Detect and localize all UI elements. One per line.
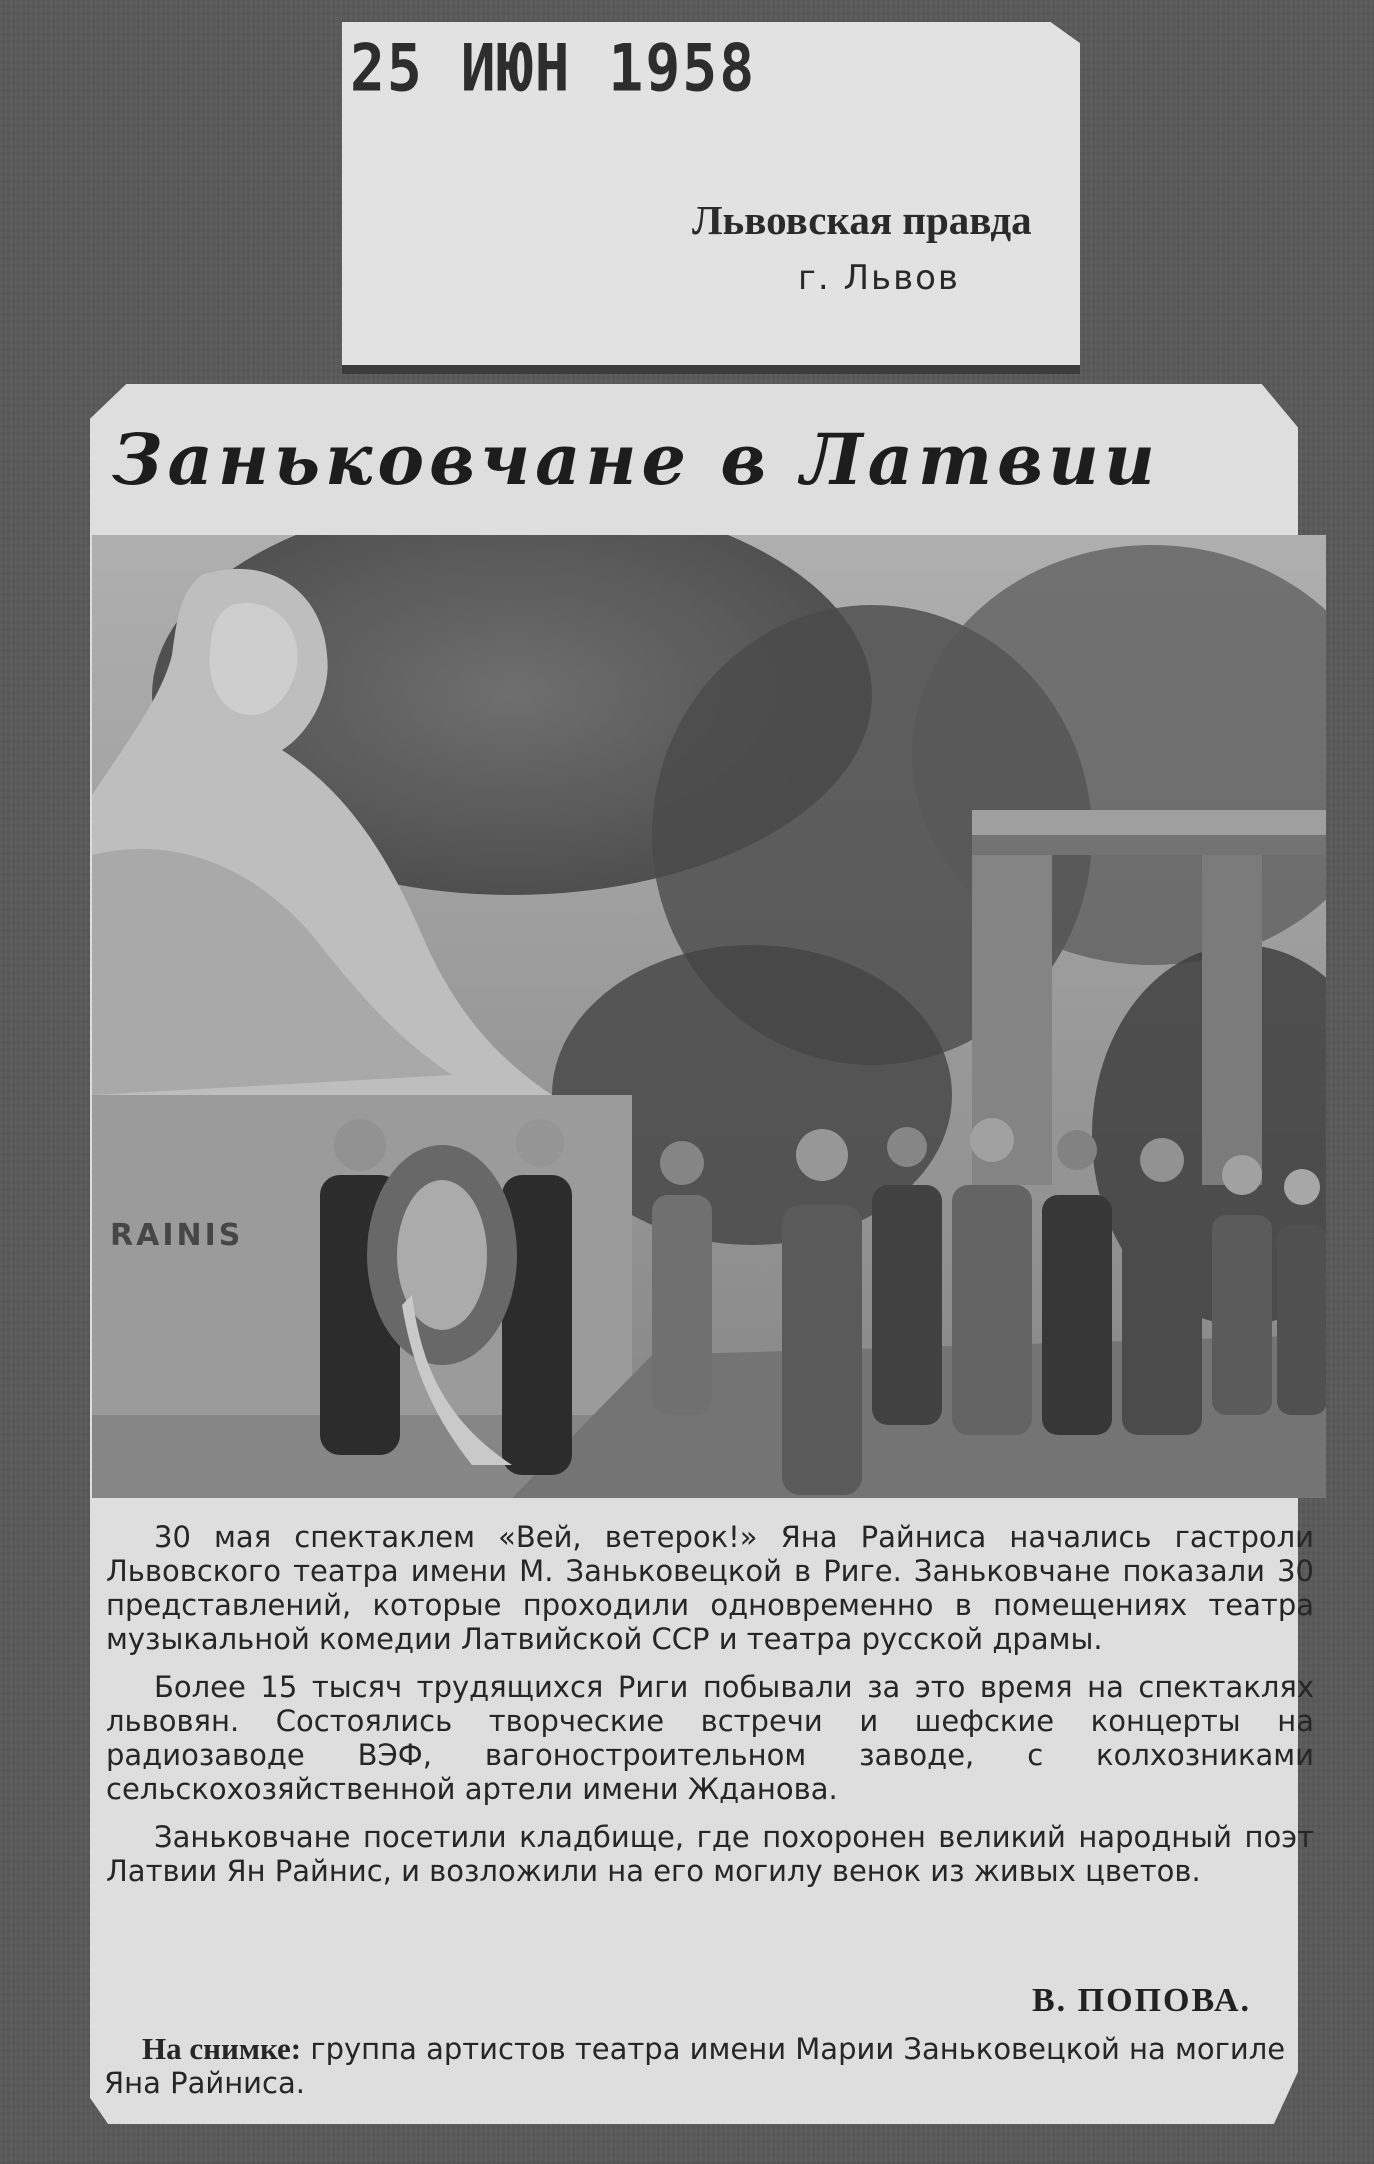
article-photo bbox=[92, 535, 1326, 1498]
caption-label: На снимке: bbox=[142, 2031, 302, 2066]
photo-caption bbox=[104, 2032, 1318, 2100]
article-body bbox=[106, 1520, 1314, 1902]
newspaper-city: г. Львов bbox=[798, 258, 960, 298]
article-paragraph-3: Заньковчане посетили кладбище, где похоронен великий народный поэт Латвии Ян Райнис, и возложили на его могилу венок из живых цветов. bbox=[106, 1820, 1314, 1888]
photo-illustration bbox=[92, 535, 1326, 1498]
article-author: В. ПОПОВА. bbox=[1032, 1982, 1252, 2019]
article-headline: Заньковчане в Латвии bbox=[112, 418, 1160, 501]
monument-inscription: RAINIS bbox=[110, 1218, 244, 1253]
article-paragraph-2: Более 15 тысяч трудящихся Риги побывали за это время на спектаклях львовян. Состоялись творческие встречи и шефские концерты на радиозаводе ВЭФ, вагоностроительном заводе, с колхозниками сельскохозяйственной артели имени Жданова. bbox=[106, 1670, 1314, 1806]
caption-text: группа артистов театра имени Марии Заньковецкой на могиле Яна Райниса. bbox=[104, 2032, 1286, 2100]
date-stamp: 25 ИЮН 1958 bbox=[350, 30, 757, 107]
article-paragraph-1: 30 мая спектаклем «Вей, ветерок!» Яна Райниса начались гастроли Львовского театра имени М. Заньковецкой в Риге. Заньковчане показали 30 представлений, которые проходили одновременно в помещениях театра музыкальной комедии Латвийской ССР и театра русской драмы. bbox=[106, 1520, 1314, 1656]
newspaper-name: Львовская правда bbox=[692, 197, 1032, 243]
